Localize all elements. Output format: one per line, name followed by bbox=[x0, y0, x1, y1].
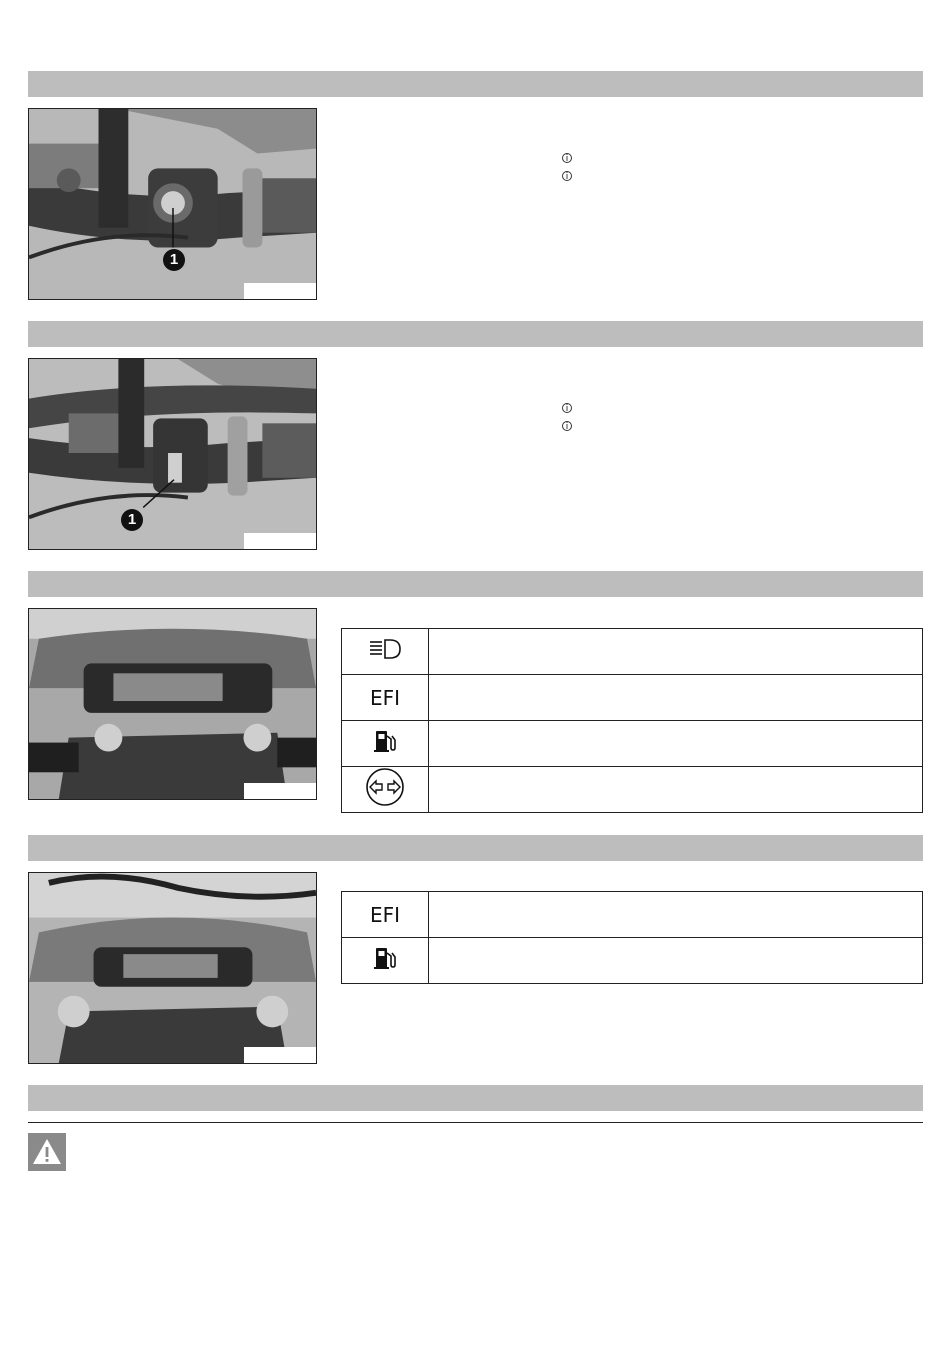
indicator-description bbox=[429, 767, 923, 813]
photo-handlebar-switch-2 bbox=[28, 358, 317, 550]
fuel-pump-icon-cell bbox=[342, 721, 429, 767]
photo-instrument-display-1 bbox=[28, 608, 317, 800]
table-row bbox=[342, 629, 923, 675]
section-4-header-bar bbox=[28, 835, 923, 861]
indicator-description bbox=[429, 721, 923, 767]
indicator-description bbox=[429, 938, 923, 984]
high-beam-icon bbox=[368, 638, 402, 660]
photo-reference-label bbox=[244, 283, 316, 299]
callout-1-marker: 1 bbox=[121, 509, 143, 531]
turn-signal-icon-cell bbox=[342, 767, 429, 813]
indicator-table-2 bbox=[341, 891, 923, 984]
info-icon: i bbox=[562, 421, 572, 431]
section-1-header-bar bbox=[28, 71, 923, 97]
table-row bbox=[342, 675, 923, 721]
high-beam-icon-cell bbox=[342, 629, 429, 675]
turn-signal-icon bbox=[364, 768, 406, 806]
info-icon: i bbox=[562, 403, 572, 413]
efi-icon: EFI bbox=[369, 902, 401, 927]
table-row bbox=[342, 721, 923, 767]
efi-icon-cell bbox=[342, 892, 429, 938]
indicator-description bbox=[429, 892, 923, 938]
table-row bbox=[342, 938, 923, 984]
efi-icon: EFI bbox=[369, 685, 401, 710]
indicator-table-1 bbox=[341, 628, 923, 813]
photo-reference-label bbox=[244, 783, 316, 799]
divider-line bbox=[28, 1122, 923, 1123]
indicator-description bbox=[429, 629, 923, 675]
warning-triangle-icon bbox=[28, 1133, 66, 1171]
indicator-description bbox=[429, 675, 923, 721]
section-2-header-bar bbox=[28, 321, 923, 347]
photo-handlebar-switch-1 bbox=[28, 108, 317, 300]
fuel-pump-icon-cell bbox=[342, 938, 429, 984]
warning-box bbox=[28, 1133, 66, 1171]
photo-reference-label bbox=[244, 1047, 316, 1063]
efi-icon-cell bbox=[342, 675, 429, 721]
fuel-pump-icon bbox=[373, 945, 397, 971]
table-row bbox=[342, 892, 923, 938]
section-5-header-bar bbox=[28, 1085, 923, 1111]
table-row bbox=[342, 767, 923, 813]
info-icon: i bbox=[562, 153, 572, 163]
section-3-header-bar bbox=[28, 571, 923, 597]
photo-instrument-display-2 bbox=[28, 872, 317, 1064]
info-icon: i bbox=[562, 171, 572, 181]
callout-1-marker: 1 bbox=[163, 249, 185, 271]
fuel-pump-icon bbox=[373, 728, 397, 754]
photo-reference-label bbox=[244, 533, 316, 549]
